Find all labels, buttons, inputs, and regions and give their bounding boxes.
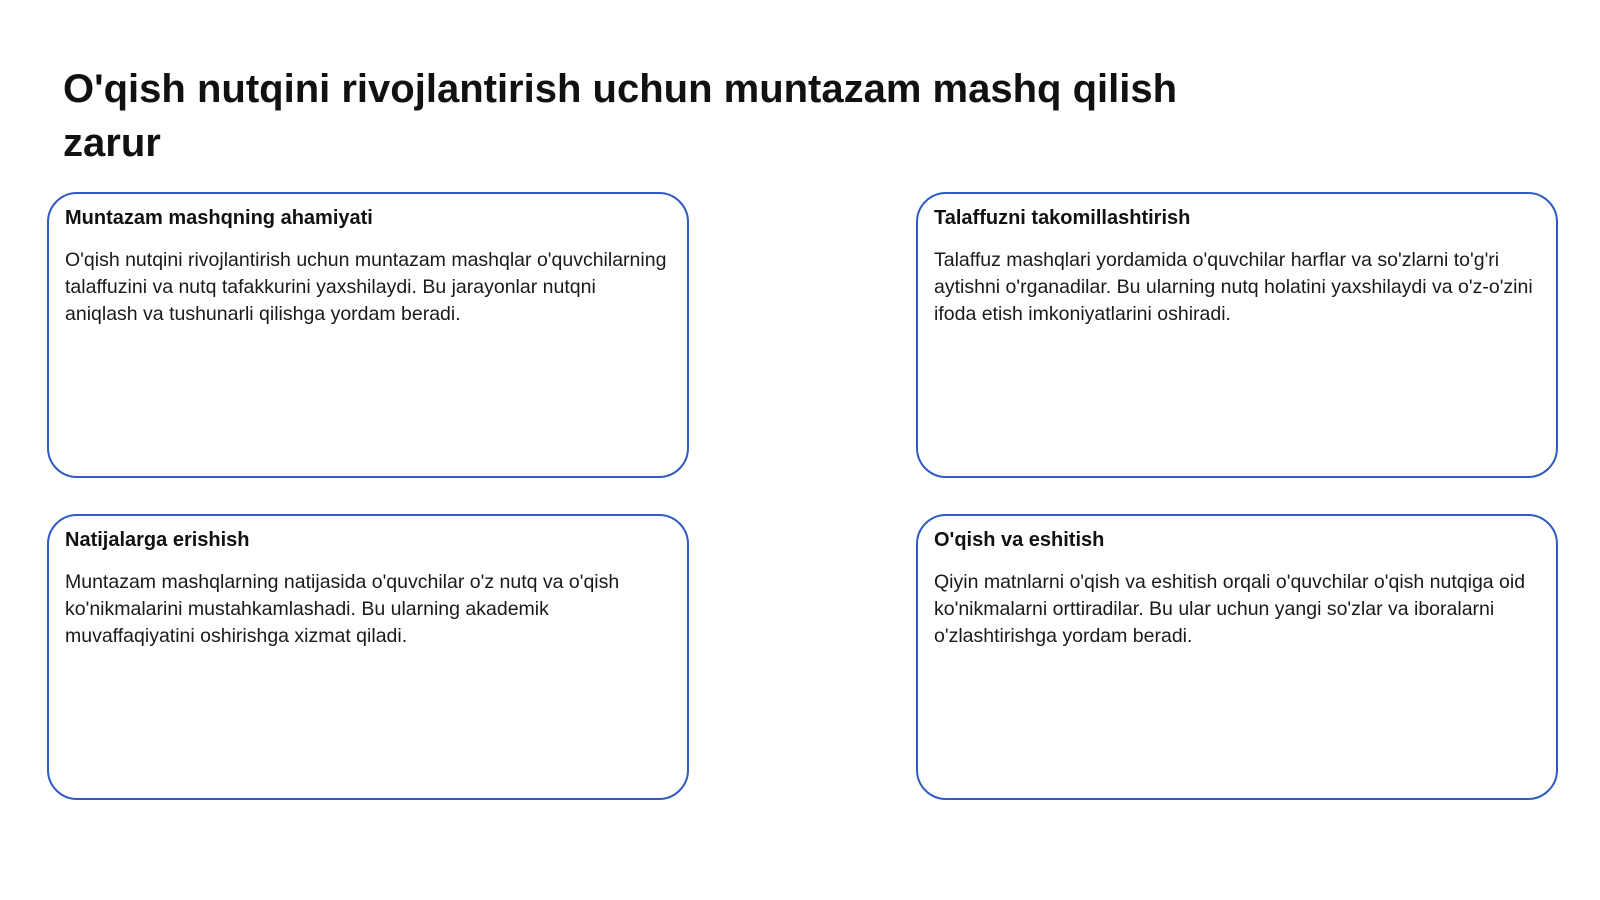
card-body: O'qish nutqini rivojlantirish uchun muntazam mashqlar o'quvchilarning talaffuzini va nutq tafakkurini yaxshilaydi. Bu jarayonlar nutqni aniqlash va tushunarli qilishga yordam beradi.	[65, 249, 667, 325]
card-title: Muntazam mashqning ahamiyati	[65, 207, 373, 229]
card-title: O'qish va eshitish	[934, 529, 1105, 551]
card-body: Talaffuz mashqlari yordamida o'quvchilar harflar va so'zlarni to'g'ri aytishni o'rganadilar. Bu ularning nutq holatini yaxshilaydi va o'z-o'zini ifoda etish imkoniyatlarini oshiradi.	[934, 249, 1533, 325]
card-oqish-eshitish	[916, 514, 1558, 800]
card-body: Muntazam mashqlarning natijasida o'quvchilar o'z nutq va o'qish ko'nikmalarini mustahkamlashadi. Bu ularning akademik muvaffaqiyatini oshirishga xizmat qiladi.	[65, 571, 620, 647]
card-muntazam-mashq	[47, 192, 689, 478]
card-talaffuz	[916, 192, 1558, 478]
card-body: Qiyin matnlarni o'qish va eshitish orqali o'quvchilar o'qish nutqiga oid ko'nikmalarni orttiradilar. Bu ular uchun yangi so'zlar va iboralarni o'zlashtirishga yordam beradi.	[934, 571, 1526, 647]
card-natijalar	[47, 514, 689, 800]
card-title: Natijalarga erishish	[65, 529, 250, 551]
card-title: Talaffuzni takomillashtirish	[934, 207, 1191, 229]
slide-title: O'qish nutqini rivojlantirish uchun muntazam mashq qilish zarur	[63, 67, 1178, 165]
